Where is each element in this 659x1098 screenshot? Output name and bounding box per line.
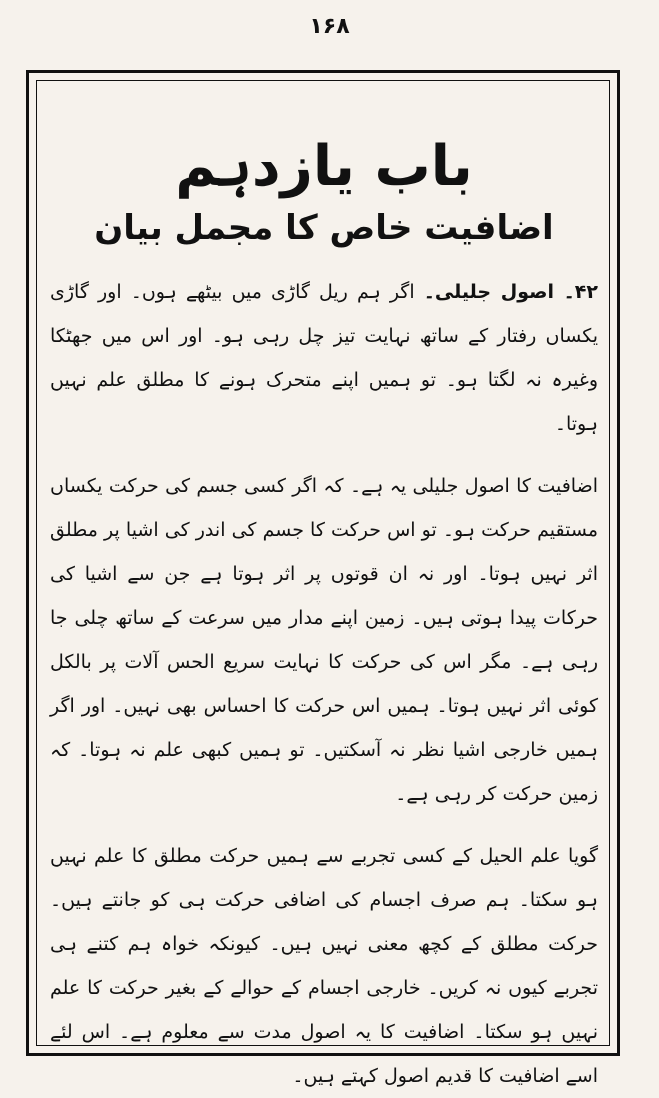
paragraph-text: اگر ہم ریل گاڑی میں بیٹھے ہوں۔ اور گاڑی یکساں رفتار کے ساتھ نہایت تیز چل رہی ہو۔ اور اس میں جھٹکا وغیرہ نہ لگتا ہو۔ تو ہمیں اپنے متحرک ہونے کا مطلق علم نہیں ہوتا۔ <box>50 281 598 436</box>
paragraph-1 <box>50 270 598 446</box>
chapter-title: باب یازدہم <box>175 134 473 199</box>
section-heading: ۴۲۔ اصول جلیلی۔ <box>423 281 598 304</box>
page-content <box>50 92 598 1088</box>
chapter-subtitle: اضافیت خاص کا مجمل بیان <box>94 207 554 248</box>
paragraph-3 <box>50 834 598 1098</box>
paragraph-text: اضافیت کا اصول جلیلی یہ ہے۔ کہ اگر کسی جسم کی حرکت یکساں مستقیم حرکت ہو۔ تو اس حرکت کا جسم کی اندر کی اشیا پر مطلق اثر نہیں ہوتا۔ اور نہ ان قوتوں پر اثر ہوتا ہے جن سے اشیا کی حرکات پیدا ہوتی ہیں۔ زمین اپنے مدار میں سرعت کے ساتھ چلی جا رہی ہے۔ مگر اس کی حرکت کا نہایت سریع الحس آلات پر بالکل کوئی اثر نہیں ہوتا۔ ہمیں اس حرکت کا احساس بھی نہیں۔ اور اگر ہمیں خارجی اشیا نظر نہ آسکتیں۔ تو ہمیں کبھی علم نہ ہوتا۔ کہ زمین حرکت کر رہی ہے۔ <box>50 475 598 806</box>
paragraph-2 <box>50 464 598 816</box>
paragraph-text: گویا علم الحیل کے کسی تجربے سے ہمیں حرکت مطلق کا علم نہیں ہو سکتا۔ ہم صرف اجسام کی اضافی حرکت ہی کو جانتے ہیں۔ حرکت مطلق کے کچھ معنی نہیں ہیں۔ کیونکہ خواہ ہم کتنے ہی تجربے کیوں نہ کریں۔ خارجی اجسام کے حوالے کے بغیر حرکت کا علم نہیں ہو سکتا۔ اضافیت کا یہ اصول مدت سے معلوم ہے۔ اس لئے اسے اضافیت کا قدیم اصول کہتے ہیں۔ <box>50 845 598 1088</box>
page-number: ۱۶۸ <box>309 14 350 39</box>
